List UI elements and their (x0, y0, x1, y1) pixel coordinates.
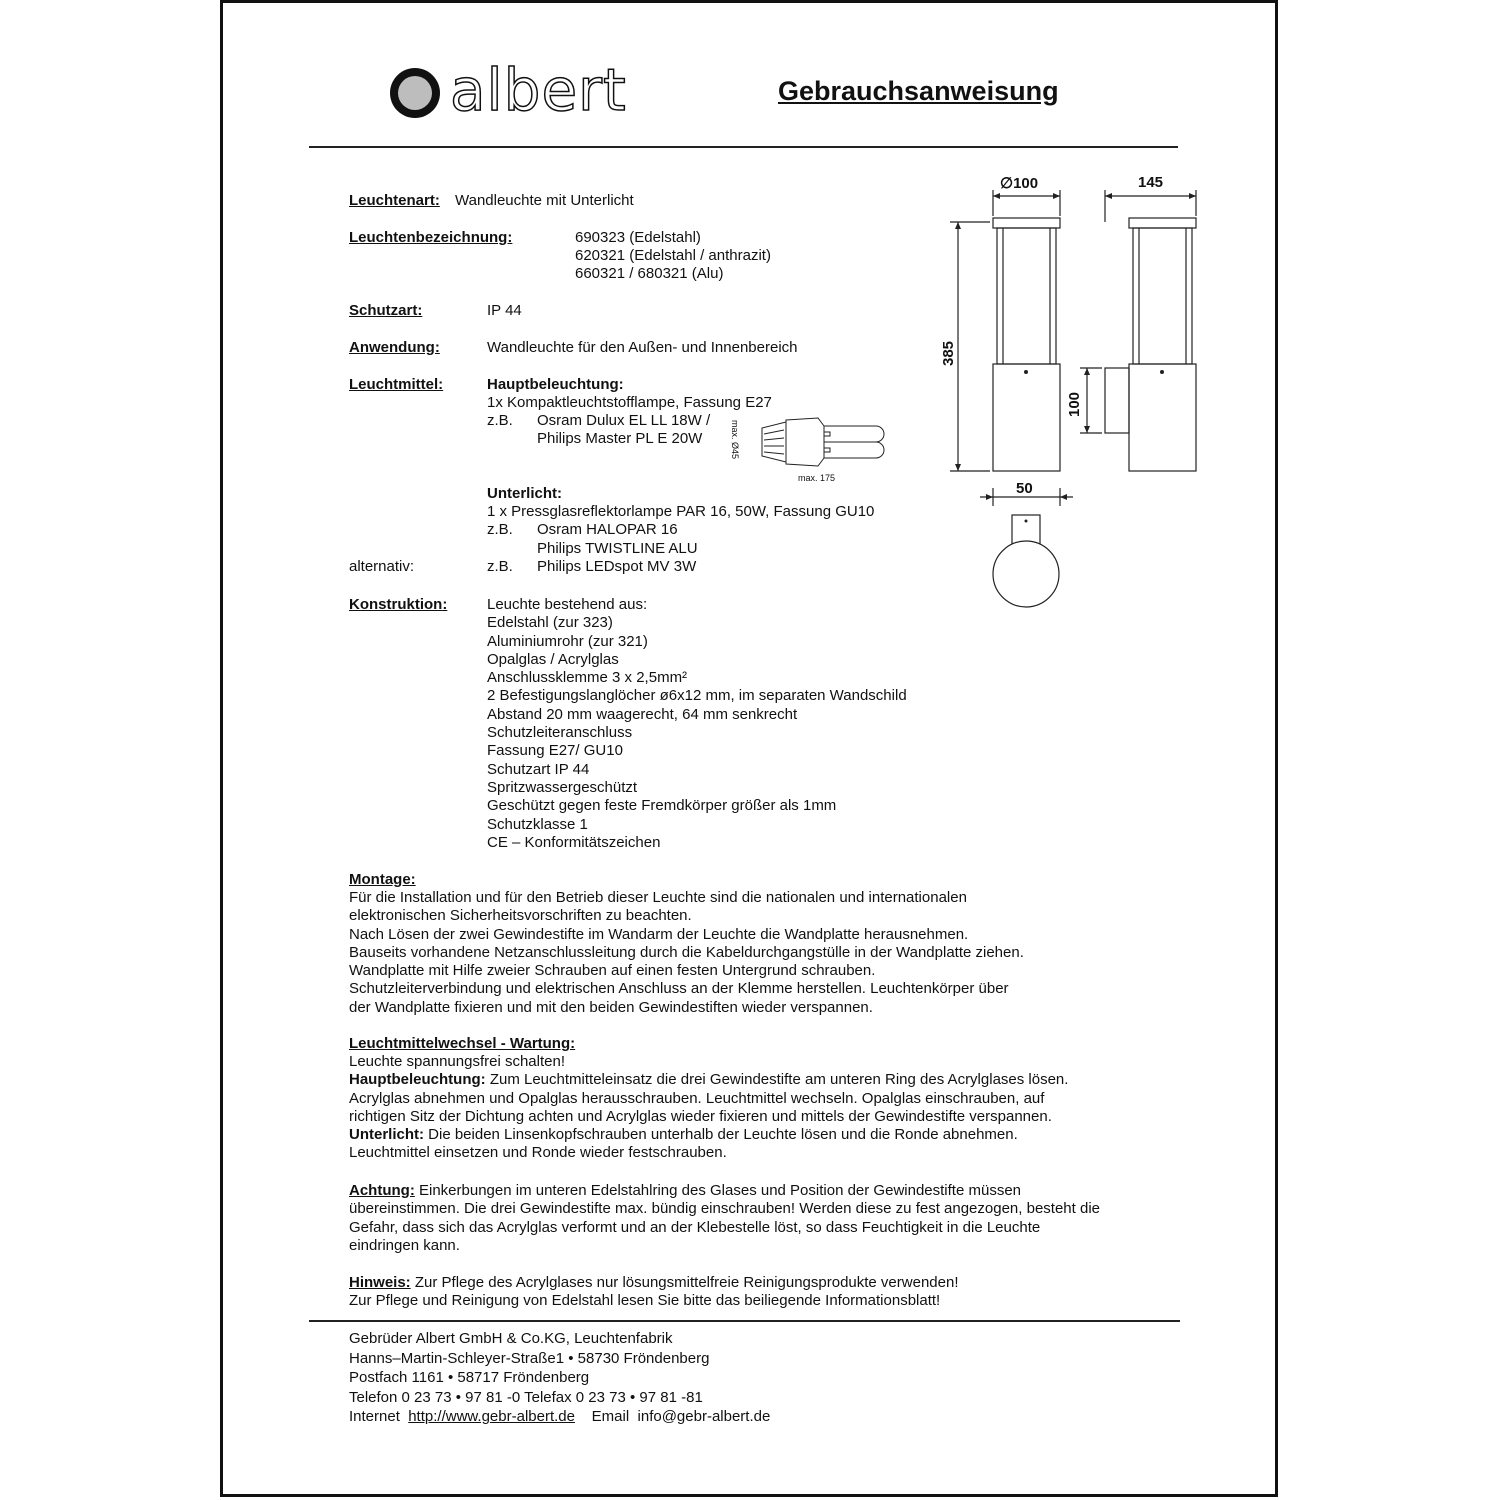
achtung-label: Achtung: (349, 1182, 415, 1199)
anwendung-value: Wandleuchte für den Außen- und Innenbereich (487, 339, 798, 356)
hinweis-line: Zur Pflege des Acrylglases nur lösungsmittelfreie Reinigungsprodukte verwenden! (410, 1274, 959, 1291)
montage-text (349, 889, 1024, 1017)
bezeichnung-line: 660321 / 680321 (Alu) (575, 265, 724, 282)
page-title: Gebrauchsanweisung (778, 76, 1059, 106)
footer-divider (309, 1320, 1180, 1322)
footer-address (349, 1329, 770, 1427)
konstruktion-item: Schutzklasse 1 (487, 815, 588, 833)
anwendung-label: Anwendung: (349, 339, 440, 356)
wartung-line: Leuchtmittel einsetzen und Ronde wieder festschrauben. (349, 1144, 727, 1162)
achtung-line: übereinstimmen. Die drei Gewindestifte max. bündig einschrauben! Werden diese zu fest angezogen, besteht die (349, 1200, 1100, 1218)
hauptbeleuchtung-line: 1x Kompaktleuchtstofflampe, Fassung E27 (487, 394, 772, 411)
hauptbeleuchtung-heading: Hauptbeleuchtung: (487, 376, 624, 393)
konstruktion-item: Anschlussklemme 3 x 2,5mm² (487, 669, 688, 687)
achtung-text (349, 1182, 1100, 1255)
footer-street: Hanns–Martin-Schleyer-Straße1 • 58730 Fröndenberg (349, 1349, 710, 1367)
unterlicht-example: Philips TWISTLINE ALU (537, 540, 698, 557)
konstruktion-item: Abstand 20 mm waagerecht, 64 mm senkrecht (487, 705, 798, 723)
achtung-line: Einkerbungen im unteren Edelstahlring des Glases und Position der Gewindestifte müssen (414, 1182, 1022, 1199)
alternativ-example: Philips LEDspot MV 3W (537, 558, 697, 575)
footer-postfach: Postfach 1161 • 58717 Fröndenberg (349, 1369, 590, 1386)
montage-line: Nach Lösen der zwei Gewindestifte im Wandarm der Leuchte die Wandplatte herausnehmen. (349, 925, 969, 943)
konstruktion-item: CE – Konformitätszeichen (487, 833, 661, 851)
montage-line: Für die Installation und für den Betrieb dieser Leuchte sind die nationalen und internationalen (349, 889, 967, 906)
lamp-max-length: max. 175 (798, 473, 836, 483)
achtung-line: Gefahr, dass sich das Acrylglas verformt und an der Klebestelle löst, so dass Feuchtigkeit in die Leuchte (349, 1218, 1041, 1236)
wartung-haupt-label: Hauptbeleuchtung: (349, 1071, 486, 1089)
konstruktion-item: Opalglas / Acrylglas (487, 650, 619, 668)
unterlicht-example: Osram HALOPAR 16 (537, 521, 678, 538)
wartung-line: richtigen Sitz der Dichtung achten und Acrylglas wieder fixieren und mittels der Gewindestifte verspannen. (349, 1107, 1052, 1125)
konstruktion-list (487, 596, 907, 852)
footer-internet-label: Internet (349, 1408, 400, 1425)
leuchtenart-value: Wandleuchte mit Unterlicht (455, 192, 634, 209)
wartung-line: Die beiden Linsenkopfschrauben unterhalb der Leuchte lösen und die Ronde abnehmen. (424, 1126, 1018, 1144)
website-link[interactable]: http://www.gebr-albert.de (408, 1408, 575, 1425)
montage-line: Bauseits vorhandene Netzanschlussleitung durch die Kabeldurchgangstülle in der Wandplatte ziehen. (349, 943, 1024, 961)
bezeichnung-line: 620321 (Edelstahl / anthrazit) (575, 247, 771, 264)
konstruktion-item: Leuchte bestehend aus: (487, 596, 648, 613)
konstruktion-item: 2 Befestigungslanglöcher ø6x12 mm, im separaten Wandschild (487, 687, 907, 705)
logo-wordmark: albert (450, 56, 627, 124)
hinweis-text (349, 1274, 958, 1311)
header-divider (309, 146, 1178, 148)
montage-line: elektronischen Sicherheitsvorschriften zu beachten. (349, 907, 692, 925)
hinweis-label: Hinweis: (349, 1274, 411, 1291)
hauptbeleuchtung-example: Osram Dulux EL LL 18W / (537, 412, 711, 429)
wartung-line: Zum Leuchtmitteleinsatz die drei Gewindestifte am unteren Ring des Acrylglases lösen. (485, 1071, 1069, 1089)
montage-line: Wandplatte mit Hilfe zweier Schrauben auf einen festen Untergrund schrauben. (349, 962, 876, 980)
dim-plate: 50 (1016, 480, 1033, 497)
wartung-unter-label: Unterlicht: (349, 1126, 424, 1144)
unterlicht-line: 1 x Pressglasreflektorlampe PAR 16, 50W, Fassung GU10 (487, 503, 875, 520)
konstruktion-item: Spritzwassergeschützt (487, 778, 638, 796)
konstruktion-label: Konstruktion: (349, 596, 448, 613)
leuchtenart-label: Leuchtenart: (349, 192, 440, 209)
footer-email-label: Email (591, 1408, 630, 1425)
email-link[interactable]: info@gebr-albert.de (637, 1408, 771, 1425)
dim-diameter: ∅100 (1000, 175, 1039, 192)
montage-line: Schutzleiterverbindung und elektrischen Anschluss an der Klemme herstellen. Leuchtenkörper über (349, 980, 1009, 998)
bezeichnung-label: Leuchtenbezeichnung: (349, 229, 513, 246)
dim-arm: 100 (1066, 391, 1083, 417)
alternativ-zb: z.B. (487, 558, 513, 575)
hauptbeleuchtung-example: Philips Master PL E 20W (537, 430, 703, 447)
achtung-line: eindringen kann. (349, 1236, 460, 1254)
konstruktion-item: Geschützt gegen feste Fremdkörper größer als 1mm (487, 797, 837, 815)
footer-phone: Telefon 0 23 73 • 97 81 -0 Telefax 0 23 73 • 97 81 -81 (349, 1388, 703, 1406)
montage-heading: Montage: (349, 871, 416, 888)
montage-line: der Wandplatte fixieren und mit den beiden Gewindestiften wieder verspannen. (349, 998, 873, 1016)
alternativ-label: alternativ: (349, 558, 415, 575)
hinweis-line: Zur Pflege und Reinigung von Edelstahl lesen Sie bitte das beiliegende Informationsblatt! (349, 1292, 941, 1310)
unterlicht-heading: Unterlicht: (487, 485, 562, 502)
wartung-line: Acrylglas abnehmen und Opalglas herausschrauben. Leuchtmittel wechseln. Opalglas einschrauben, auf (349, 1089, 1045, 1107)
schutzart-value: IP 44 (487, 302, 522, 319)
footer-company: Gebrüder Albert GmbH & Co.KG, Leuchtenfabrik (349, 1330, 673, 1347)
dim-depth: 145 (1138, 174, 1164, 191)
leuchtmittel-label: Leuchtmittel: (349, 376, 444, 393)
konstruktion-item: Aluminiumrohr (zur 321) (487, 632, 648, 650)
konstruktion-item: Schutzleiteranschluss (487, 724, 633, 742)
wartung-line: Leuchte spannungsfrei schalten! (349, 1053, 565, 1070)
lamp-max-diameter: max. Ø45 (730, 420, 740, 460)
dim-height: 385 (940, 340, 957, 366)
unterlicht-zb: z.B. (487, 521, 513, 538)
albert-logo-icon (388, 66, 444, 122)
schutzart-label: Schutzart: (349, 302, 423, 319)
bezeichnung-line: 690323 (Edelstahl) (575, 229, 701, 246)
konstruktion-item: Schutzart IP 44 (487, 760, 590, 778)
wartung-text (349, 1053, 1068, 1163)
konstruktion-item: Fassung E27/ GU10 (487, 742, 623, 760)
konstruktion-item: Edelstahl (zur 323) (487, 614, 613, 632)
hauptbeleuchtung-zb: z.B. (487, 412, 513, 429)
wartung-heading: Leuchtmittelwechsel - Wartung: (349, 1035, 576, 1052)
